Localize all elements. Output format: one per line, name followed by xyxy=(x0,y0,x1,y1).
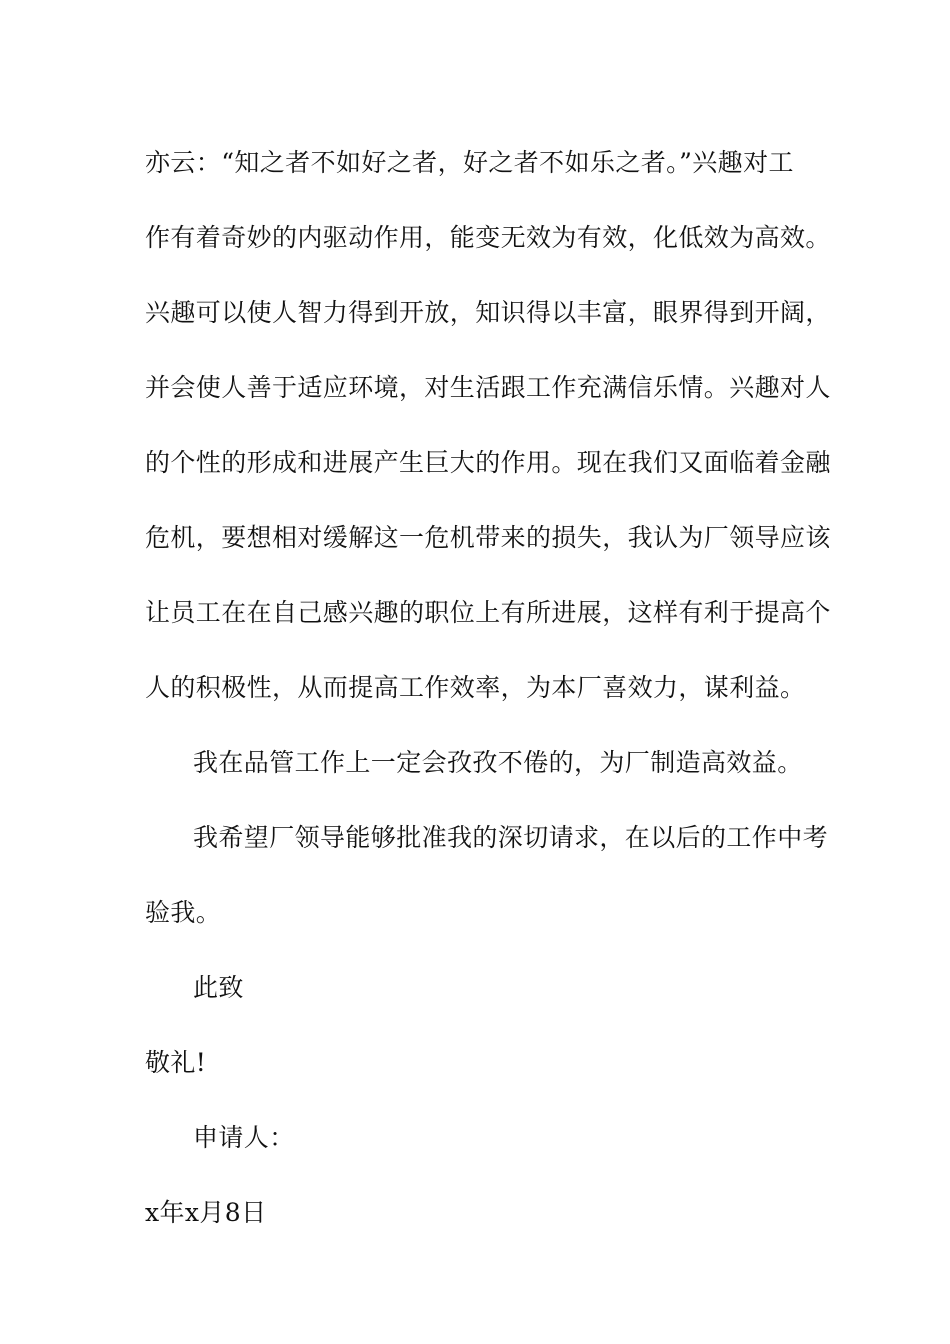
applicant-label: 申请人： xyxy=(193,1123,295,1152)
paragraph-3-line-1: 我希望厂领导能够批准我的深切请求，在以后的工作中考 xyxy=(193,823,829,852)
paragraph-1-line-8: 人的积极性，从而提高工作效率，为本厂喜效力，谋利益。 xyxy=(145,673,806,702)
paragraph-1-line-6: 危机，要想相对缓解这一危机带来的损失，我认为厂领导应该 xyxy=(145,523,831,552)
signature-date: x年x月8日 xyxy=(145,1198,267,1227)
closing-salutation: 此致 xyxy=(193,973,244,1002)
paragraph-3-line-2: 验我。 xyxy=(145,898,222,927)
paragraph-1-line-2: 作有着奇妙的内驱动作用，能变无效为有效，化低效为高效。 xyxy=(145,223,831,252)
paragraph-1-line-5: 的个性的形成和进展产生巨大的作用。现在我们又面临着金融 xyxy=(145,448,831,477)
paragraph-1-line-4: 并会使人善于适应环境，对生活跟工作充满信乐情。兴趣对人 xyxy=(145,373,831,402)
letter-body xyxy=(145,125,831,1250)
paragraph-2: 我在品管工作上一定会孜孜不倦的，为厂制造高效益。 xyxy=(193,748,803,777)
closing-regards: 敬礼! xyxy=(145,1048,207,1077)
paragraph-1-line-3: 兴趣可以使人智力得到开放，知识得以丰富，眼界得到开阔， xyxy=(145,298,831,327)
paragraph-1-line-1: 亦云：“知之者不如好之者，好之者不如乐之者。”兴趣对工 xyxy=(145,148,794,177)
paragraph-1-line-7: 让员工在在自己感兴趣的职位上有所进展，这样有利于提高个 xyxy=(145,598,831,627)
